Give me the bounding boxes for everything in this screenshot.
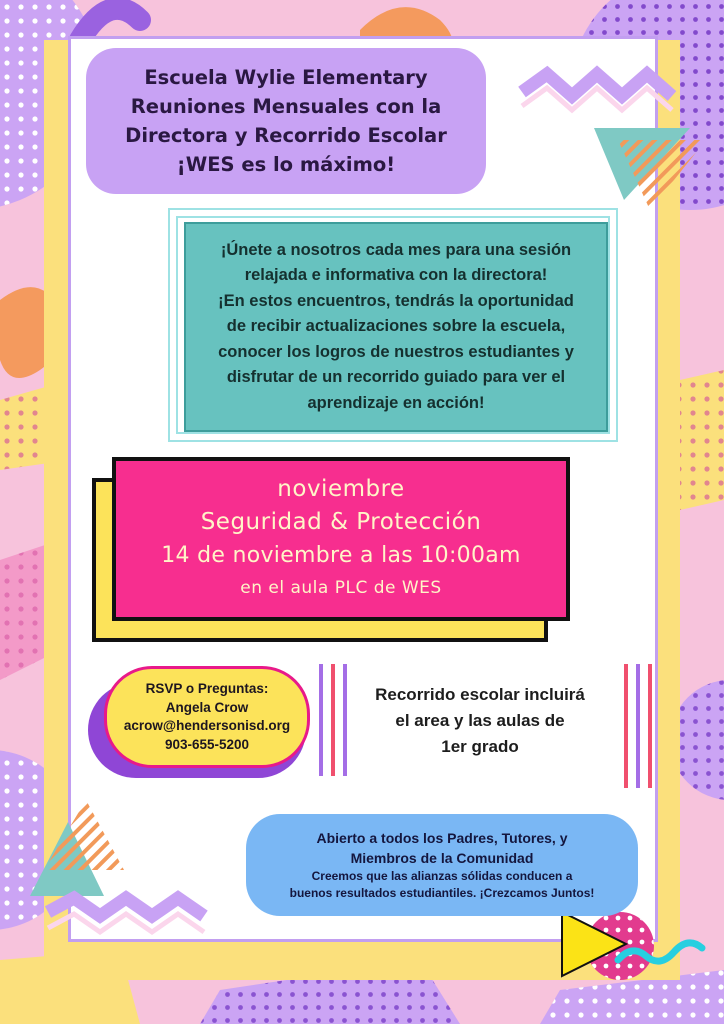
title-box [86,48,486,194]
rsvp-text: RSVP o Preguntas: Angela Crow acrow@hendersonisd.org 903-655-5200 [123,681,291,752]
divider-bar [636,664,640,788]
tour-text: Recorrido escolar incluirá el area y las aulas de 1er grado [375,685,585,756]
event-location: en el aula PLC de WES [240,578,442,598]
footer-body: Creemos que las alianzas sólidas conducen a buenos resultados estudiantiles. ¡Crezcamos Juntos! [289,869,595,900]
footer-heading: Abierto a todos los Padres, Tutores, y Miembros de la Comunidad [316,830,568,866]
intro-box [184,222,608,432]
divider-bar [331,664,335,776]
event-box [112,457,570,621]
event-date-time: 14 de noviembre a las 10:00am [161,543,521,568]
divider-bar [624,664,628,788]
event-month: noviembre [277,476,405,502]
divider-bar [319,664,323,776]
page-title: Escuela Wylie Elementary Reuniones Mensuales con la Directora y Recorrido Escolar ¡WES es lo máximo! [125,66,447,176]
event-topic: Seguridad & Protección [200,509,482,535]
rsvp-box [104,666,310,768]
intro-text: ¡Únete a nosotros cada mes para una sesión relajada e informativa con la directora! ¡En estos encuentros, tendrás la oportunidad de recibir actualizaciones sobre la escuela, conocer los logros de nuestros estudiantes y disfrutar de un recorrido guiado para ver el aprendizaje en acción! [218,240,574,412]
footer-box [246,814,638,916]
divider-bar [648,664,652,788]
